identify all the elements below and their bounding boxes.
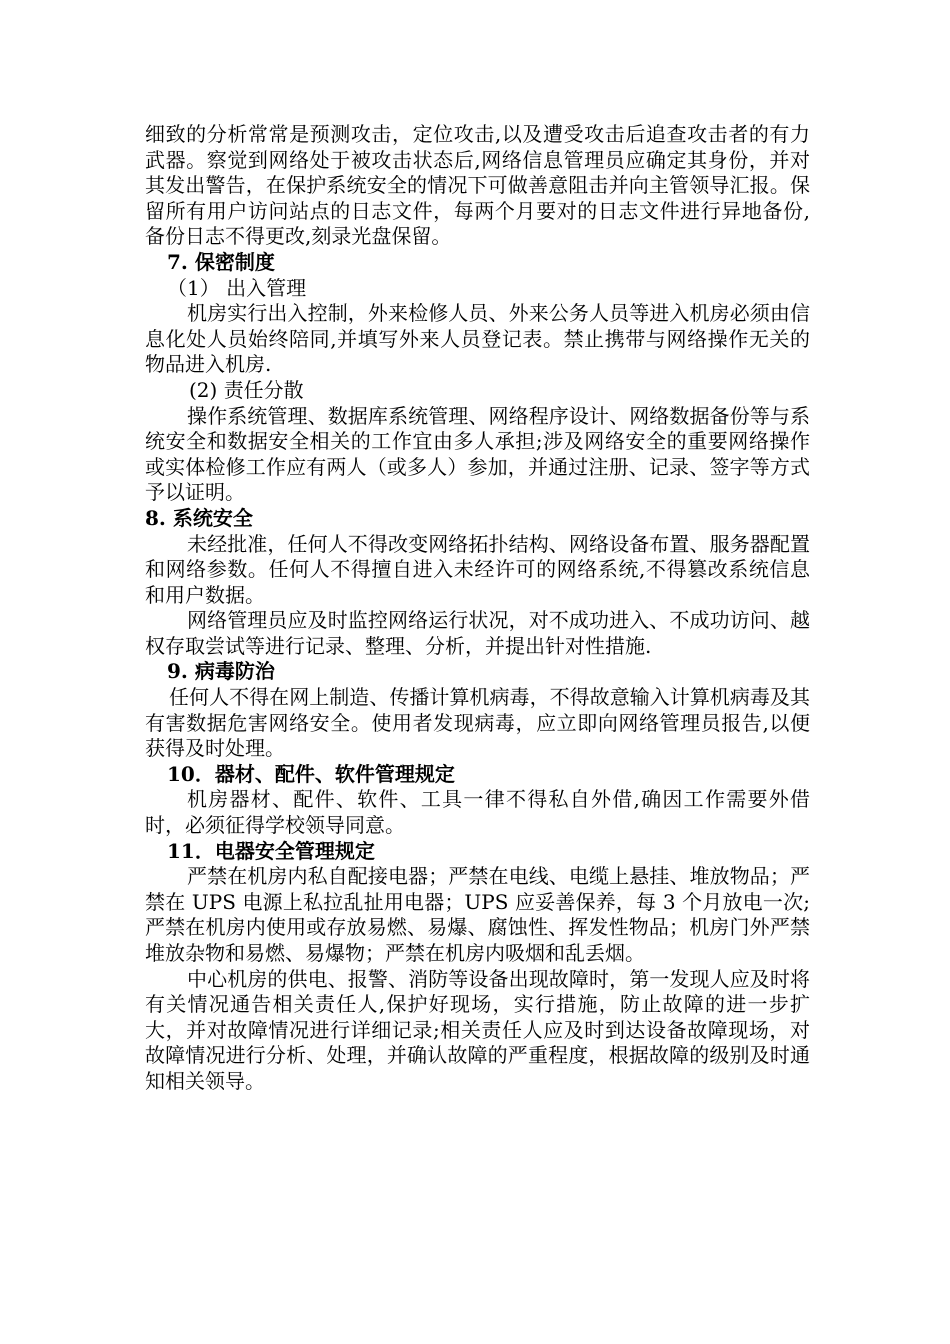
paragraph-equipment-management: 机房器材、配件、软件、工具一律不得私自外借,确因工作需要外借时，必须征得学校领导同意。: [145, 787, 810, 838]
paragraph-electrical-safety-1: 严禁在机房内私自配接电器；严禁在电线、电缆上悬挂、堆放物品；严禁在 UPS 电源上私拉乱扯用电器；UPS 应妥善保养，每 3 个月放电一次;严禁在机房内使用或存放易燃、易爆、腐蚀性、挥发性物品；机房门外严禁堆放杂物和易燃、易爆物；严禁在机房内吸烟和乱丢烟。: [145, 864, 810, 965]
subheading-access-management: （1） 出入管理: [167, 275, 307, 300]
paragraph-system-security-1: 未经批准，任何人不得改变网络拓扑结构、网络设备布置、服务器配置和网络参数。任何人不得擅自进入未经许可的网络系统,不得篡改系统信息和用户数据。: [145, 531, 810, 607]
paragraph-electrical-safety-2: 中心机房的供电、报警、消防等设备出现故障时，第一发现人应及时将有关情况通告相关责任人,保护好现场，实行措施，防止故障的进一步扩大，并对故障情况进行详细记录;相关责任人应及时到达设备故障现场，对故障情况进行分析、处理，并确认故障的严重程度，根据故障的级别及时通知相关领导。: [145, 966, 810, 1093]
subheading-responsibility: (2) 责任分散: [189, 377, 304, 402]
paragraph-log-retention: 细致的分析常常是预测攻击，定位攻击,以及遭受攻击后追查攻击者的有力武器。察觉到网络处于被攻击状态后,网络信息管理员应确定其身份，并对其发出警告，在保护系统安全的情况下可做善意阻击并向主管领导汇报。保留所有用户访问站点的日志文件，每两个月要对的日志文件进行异地备份, 备份日志不得更改,刻录光盘保留。: [145, 122, 810, 249]
paragraph-responsibility: 操作系统管理、数据库系统管理、网络程序设计、网络数据备份等与系统安全和数据安全相关的工作宜由多人承担;涉及网络安全的重要网络操作或实体检修工作应有两人（或多人）参加，并通过注册、记录、签字等方式予以证明。: [145, 403, 810, 505]
document-page: [145, 122, 810, 1095]
heading-virus-prevention: 9. 病毒防治: [167, 659, 275, 684]
paragraph-system-security-2: 网络管理员应及时监控网络运行状况，对不成功进入、不成功访问、越权存取尝试等进行记录、整理、分析，并提出针对性措施.: [145, 608, 810, 658]
heading-system-security: 8. 系统安全: [145, 505, 253, 530]
paragraph-virus-prevention: 任何人不得在网上制造、传播计算机病毒，不得故意输入计算机病毒及其有害数据危害网络安全。使用者发现病毒，应立即向网络管理员报告,以便获得及时处理。: [145, 685, 810, 761]
heading-confidentiality: 7. 保密制度: [167, 249, 275, 274]
heading-electrical-safety: 11．电器安全管理规定: [167, 838, 375, 863]
paragraph-access-management: 机房实行出入控制，外来检修人员、外来公务人员等进入机房必须由信息化处人员始终陪同,并填写外来人员登记表。禁止携带与网络操作无关的物品进入机房.: [145, 301, 810, 377]
heading-equipment-management: 10．器材、配件、软件管理规定: [167, 761, 455, 786]
